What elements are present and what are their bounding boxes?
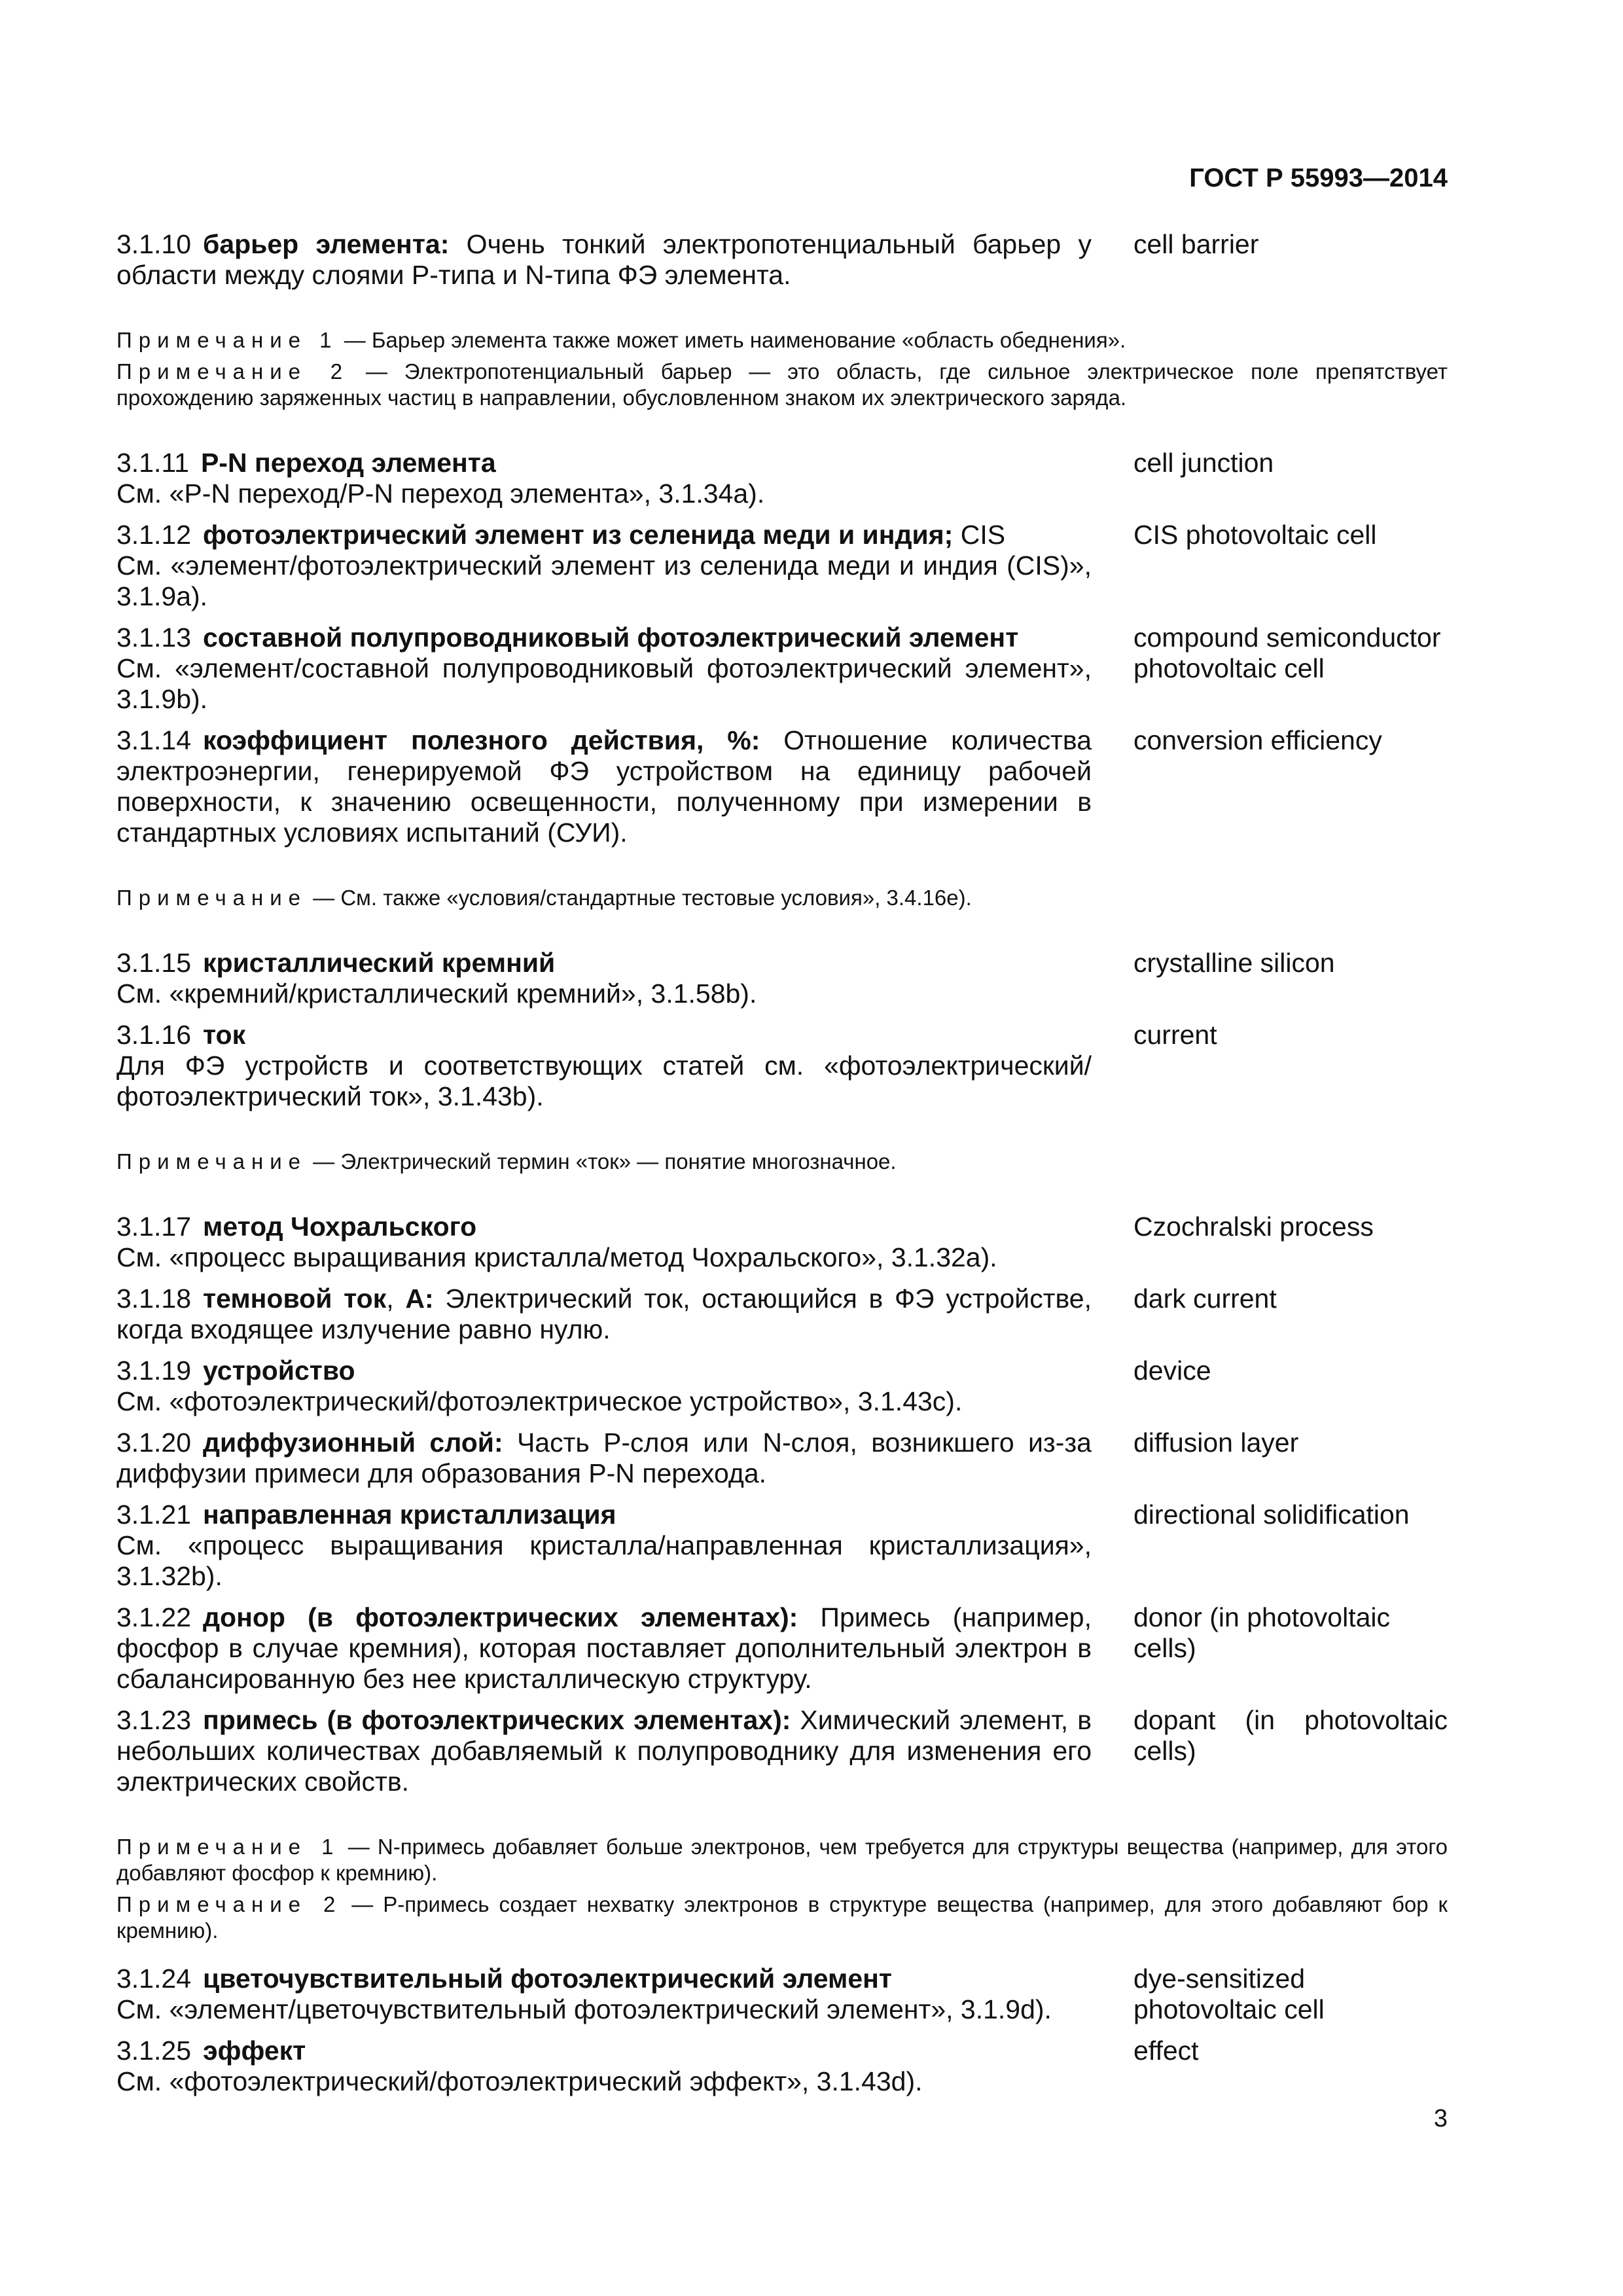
term-text: Отношение количества электроэнергии, генерируемой ФЭ устройством на единицу рабочей поверхности, к значению освещенности, полученному при измерении в стандартных условиях испытаний (СУИ). xyxy=(116,725,1092,848)
notes-block xyxy=(116,1149,1448,1175)
term-text: См. «процесс выращивания кристалла/направленная кристаллизация», 3.1.32b). xyxy=(116,1530,1092,1591)
term-definition xyxy=(116,1602,1092,1695)
term-definition xyxy=(116,1283,1092,1345)
term-number: 3.1.18 xyxy=(116,1283,191,1314)
term-text: См. «элемент/фотоэлектрический элемент из селенида меди и индия (CIS)», 3.1.9a). xyxy=(116,550,1092,611)
term-definition xyxy=(116,1427,1092,1489)
term-number: 3.1.17 xyxy=(116,1211,191,1242)
note xyxy=(116,1834,1448,1886)
notes-block xyxy=(116,327,1448,411)
english-equivalent: crystalline silicon xyxy=(1133,948,1335,978)
term-name: примесь (в фотоэлектрических элементах): xyxy=(203,1705,791,1735)
term-entry-3-1-20 xyxy=(116,1427,1448,1489)
term-text: Для ФЭ устройств и соответствующих статей см. «фотоэлектрический/фотоэлектрический ток», 3.1.43b). xyxy=(116,1050,1092,1111)
term-text: Часть P-слоя или N-слоя, возникшего из-за диффузии примеси для образования P-N перехода. xyxy=(116,1427,1092,1488)
term-number: 3.1.19 xyxy=(116,1355,191,1386)
term-name: кристаллический кремний xyxy=(203,948,556,978)
note xyxy=(116,327,1448,353)
term-name: устройство xyxy=(203,1355,355,1386)
english-equivalent: effect xyxy=(1133,2036,1199,2066)
note-label: Примечание 1 xyxy=(116,1835,340,1859)
term-separator: , xyxy=(386,1283,406,1314)
term-entry-3-1-23 xyxy=(116,1705,1448,1797)
term-number: 3.1.12 xyxy=(116,520,191,550)
english-equivalent: Czochralski process xyxy=(1133,1211,1374,1242)
term-name: фотоэлектрический элемент из селенида меди и индия; xyxy=(203,520,954,550)
term-entry-3-1-18 xyxy=(116,1283,1448,1345)
term-text: См. «P-N переход/P-N переход элемента», 3.1.34a). xyxy=(116,478,765,509)
term-definition xyxy=(116,622,1092,715)
term-number: 3.1.10 xyxy=(116,229,191,259)
term-definition xyxy=(116,725,1092,848)
term-name: метод Чохральского xyxy=(203,1211,477,1242)
note-label: Примечание 1 xyxy=(116,328,338,352)
term-number: 3.1.15 xyxy=(116,948,191,978)
term-number: 3.1.23 xyxy=(116,1705,191,1735)
term-text: См. «фотоэлектрический/фотоэлектрический эффект», 3.1.43d). xyxy=(116,2066,923,2096)
term-name: ток xyxy=(203,1020,246,1050)
term-number: 3.1.16 xyxy=(116,1020,191,1050)
note-text: — Электрический термин «ток» — понятие многозначное. xyxy=(307,1149,897,1174)
term-entry-3-1-16 xyxy=(116,1020,1448,1112)
english-equivalent: dopant (in photovoltaic cells) xyxy=(1133,1705,1448,1766)
term-entry-3-1-21 xyxy=(116,1499,1448,1592)
term-name: составной полупроводниковый фотоэлектрический элемент xyxy=(203,622,1019,653)
note xyxy=(116,1149,1448,1175)
term-text: См. «элемент/составной полупроводниковый фотоэлектрический элемент», 3.1.9b). xyxy=(116,653,1092,714)
term-definition xyxy=(116,1499,1092,1592)
note-label: Примечание xyxy=(116,886,308,910)
term-text: См. «кремний/кристаллический кремний», 3.1.58b). xyxy=(116,978,757,1009)
notes-block xyxy=(116,885,1448,911)
term-name: эффект xyxy=(203,2036,306,2066)
english-equivalent: current xyxy=(1133,1020,1217,1050)
english-equivalent: dye-sensitized photovoltaic cell xyxy=(1133,1964,1325,2024)
term-number: 3.1.20 xyxy=(116,1427,191,1458)
term-name: донор (в фотоэлектрических элементах): xyxy=(203,1602,798,1632)
note-label: Примечание xyxy=(116,1149,308,1174)
note-text: — Барьер элемента также может иметь наименование «область обеднения». xyxy=(338,328,1126,352)
english-equivalent: diffusion layer xyxy=(1133,1427,1299,1458)
note xyxy=(116,885,1448,911)
term-entry-3-1-25 xyxy=(116,2036,1448,2097)
term-unit: А: xyxy=(405,1283,434,1314)
english-equivalent: cell barrier xyxy=(1133,229,1259,259)
term-entry-3-1-17 xyxy=(116,1211,1448,1273)
english-equivalent: device xyxy=(1133,1355,1211,1386)
term-entry-3-1-14 xyxy=(116,725,1448,848)
term-number: 3.1.24 xyxy=(116,1964,191,1994)
term-name: барьер элемента: xyxy=(203,229,450,259)
term-abbreviation: CIS xyxy=(953,520,1006,550)
term-text: Очень тонкий электропотенциальный барьер у области между слоями P-типа и N-типа ФЭ элемента. xyxy=(116,229,1092,290)
standard-designation: ГОСТ Р 55993—2014 xyxy=(1189,164,1448,192)
terms-list xyxy=(116,229,1448,2097)
term-name: темновой ток xyxy=(203,1283,387,1314)
term-definition xyxy=(116,1355,1092,1417)
term-text: См. «процесс выращивания кристалла/метод Чохральского», 3.1.32a). xyxy=(116,1242,997,1272)
term-entry-3-1-10 xyxy=(116,229,1448,291)
term-number: 3.1.22 xyxy=(116,1602,191,1632)
term-name: направленная кристаллизация xyxy=(203,1499,616,1530)
term-definition xyxy=(116,229,1092,291)
term-name: диффузионный слой: xyxy=(203,1427,503,1458)
term-name: P-N переход элемента xyxy=(200,448,496,478)
note-label: Примечание 2 xyxy=(116,1892,342,1916)
term-number: 3.1.21 xyxy=(116,1499,191,1530)
term-definition xyxy=(116,520,1092,612)
english-equivalent: conversion efficiency xyxy=(1133,725,1382,755)
english-equivalent: donor (in photovoltaic cells) xyxy=(1133,1602,1391,1663)
term-number: 3.1.14 xyxy=(116,725,191,755)
term-entry-3-1-22 xyxy=(116,1602,1448,1695)
term-name: цветочувствительный фотоэлектрический элемент xyxy=(203,1964,893,1994)
term-definition xyxy=(116,2036,1092,2097)
english-equivalent: CIS photovoltaic cell xyxy=(1133,520,1377,550)
english-equivalent: cell junction xyxy=(1133,448,1274,478)
term-text: Электрический ток, остающийся в ФЭ устройстве, когда входящее излучение равно нулю. xyxy=(116,1283,1092,1344)
term-definition xyxy=(116,448,1092,509)
note-label: Примечание 2 xyxy=(116,359,349,384)
term-definition xyxy=(116,1705,1092,1797)
note-text: — P-примесь создает нехватку электронов в структуре вещества (например, для этого добавляют бор к кремнию). xyxy=(116,1892,1448,1943)
note-text: — Электропотенциальный барьер — это область, где сильное электрическое поле препятствует прохождению заряженных частиц в направлении, обусловленном знаком их электрического заряда. xyxy=(116,359,1448,410)
term-entry-3-1-15 xyxy=(116,948,1448,1009)
english-equivalent: dark current xyxy=(1133,1283,1277,1314)
note-text: — N-примесь добавляет больше электронов, чем требуется для структуры вещества (например, для этого добавляют фосфор к кремнию). xyxy=(116,1835,1448,1885)
term-definition xyxy=(116,1020,1092,1112)
english-equivalent: directional solidification xyxy=(1133,1499,1410,1530)
term-number: 3.1.13 xyxy=(116,622,191,653)
term-entry-3-1-12 xyxy=(116,520,1448,612)
term-entry-3-1-24 xyxy=(116,1964,1448,2025)
term-name: коэффициент полезного действия, %: xyxy=(203,725,760,755)
note-text: — См. также «условия/стандартные тестовые условия», 3.4.16e). xyxy=(307,886,972,910)
note xyxy=(116,359,1448,411)
term-entry-3-1-13 xyxy=(116,622,1448,715)
term-text: Химический элемент, в небольших количествах добавляемый к полупроводнику для изменения его электрических свойств. xyxy=(116,1705,1092,1797)
note xyxy=(116,1892,1448,1944)
term-definition xyxy=(116,1964,1092,2025)
term-text: См. «фотоэлектрический/фотоэлектрическое устройство», 3.1.43c). xyxy=(116,1386,963,1416)
page-number: 3 xyxy=(1433,2105,1448,2132)
term-number: 3.1.25 xyxy=(116,2036,191,2066)
term-definition xyxy=(116,1211,1092,1273)
term-entry-3-1-11 xyxy=(116,448,1448,509)
term-number: 3.1.11 xyxy=(116,448,189,478)
term-text: См. «элемент/цветочувствительный фотоэлектрический элемент», 3.1.9d). xyxy=(116,1994,1052,2024)
english-equivalent: compound semiconductor photovoltaic cell xyxy=(1133,622,1441,683)
term-text: Примесь (например, фосфор в случае кремния), которая поставляет дополнительный электрон в сбалансированную без нее кристаллическую структуру. xyxy=(116,1602,1092,1694)
notes-block xyxy=(116,1834,1448,1944)
term-entry-3-1-19 xyxy=(116,1355,1448,1417)
term-definition xyxy=(116,948,1092,1009)
